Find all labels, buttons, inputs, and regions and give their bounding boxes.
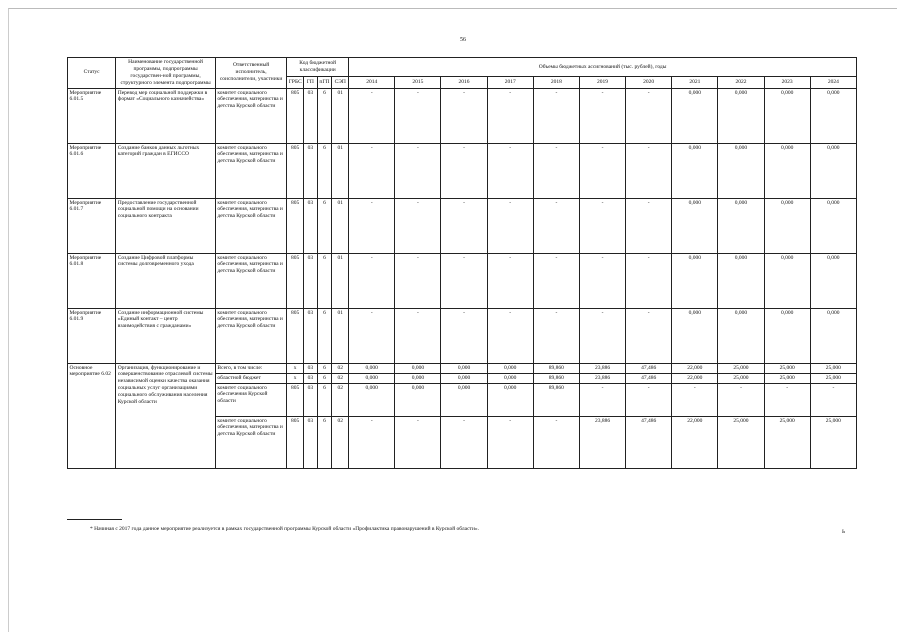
header-code-0: ГРБС bbox=[287, 77, 304, 88]
row-code: 01 bbox=[332, 253, 349, 308]
event-602-value: - bbox=[487, 416, 533, 468]
row-code: 03 bbox=[304, 143, 318, 198]
row-code: 01 bbox=[332, 198, 349, 253]
row-value: 0,000 bbox=[718, 253, 764, 308]
header-code-1: ГП bbox=[304, 77, 318, 88]
event-602-value: 25,000 bbox=[810, 363, 856, 373]
table-body bbox=[68, 88, 857, 468]
event-602-value: 0,000 bbox=[487, 373, 533, 383]
header-year-2021: 2021 bbox=[672, 77, 718, 88]
event-602-code: 805 bbox=[287, 416, 304, 468]
row-value: - bbox=[626, 198, 672, 253]
row-value: 0,000 bbox=[672, 143, 718, 198]
row-executor: комитет социального обеспечения, материнства и детства Курской области bbox=[215, 88, 286, 143]
row-code: 03 bbox=[304, 308, 318, 363]
header-year-2024: 2024 bbox=[810, 77, 856, 88]
event-602-value: 25,000 bbox=[764, 363, 810, 373]
event-602-value: - bbox=[718, 383, 764, 416]
header-code-2: пГП bbox=[317, 77, 332, 88]
row-code: 805 bbox=[287, 253, 304, 308]
header-code-group: Код бюджетной классификации bbox=[287, 58, 349, 77]
event-602-code: 02 bbox=[332, 363, 349, 373]
table-row bbox=[68, 143, 857, 198]
row-code: 805 bbox=[287, 198, 304, 253]
table-row bbox=[68, 198, 857, 253]
event-602-value: 22,000 bbox=[672, 363, 718, 373]
row-value: - bbox=[349, 308, 395, 363]
event-602-value: 0,000 bbox=[395, 383, 441, 416]
row-value: 0,000 bbox=[764, 198, 810, 253]
header-year-2015: 2015 bbox=[395, 77, 441, 88]
event-602-value: 89,860 bbox=[533, 373, 579, 383]
event-602-value: 25,000 bbox=[718, 373, 764, 383]
event-602-executor: Всего, в том числе: bbox=[215, 363, 286, 373]
event-602-value: 0,000 bbox=[441, 383, 487, 416]
event-602-value: 47,486 bbox=[626, 373, 672, 383]
row-value: - bbox=[395, 88, 441, 143]
row-value: 0,000 bbox=[672, 198, 718, 253]
row-value: - bbox=[441, 88, 487, 143]
row-code: 6 bbox=[317, 198, 332, 253]
row-value: - bbox=[487, 88, 533, 143]
event-602-executor: областной бюджет bbox=[215, 373, 286, 383]
row-value: 0,000 bbox=[810, 143, 856, 198]
event-602-status: Основное мероприятие 6.02 bbox=[68, 363, 116, 468]
event-602-value: 0,000 bbox=[395, 373, 441, 383]
row-value: - bbox=[349, 253, 395, 308]
event-602-value: 25,000 bbox=[764, 416, 810, 468]
row-value: 0,000 bbox=[764, 253, 810, 308]
event-602-value: 0,000 bbox=[395, 363, 441, 373]
row-value: - bbox=[441, 308, 487, 363]
row-code: 01 bbox=[332, 308, 349, 363]
row-executor: комитет социального обеспечения, материнства и детства Курской области bbox=[215, 143, 286, 198]
event-602-value: 25,000 bbox=[810, 416, 856, 468]
row-value: - bbox=[349, 198, 395, 253]
row-value: - bbox=[349, 88, 395, 143]
row-value: - bbox=[533, 143, 579, 198]
row-value: - bbox=[533, 308, 579, 363]
row-value: - bbox=[579, 253, 625, 308]
row-code: 03 bbox=[304, 253, 318, 308]
header-year-2017: 2017 bbox=[487, 77, 533, 88]
row-code: 03 bbox=[304, 198, 318, 253]
row-code: 805 bbox=[287, 88, 304, 143]
event-602-value: 22,000 bbox=[672, 416, 718, 468]
row-value: - bbox=[533, 253, 579, 308]
row-status: Мероприятие 6.01.9 bbox=[68, 308, 116, 363]
header-status: Статус bbox=[68, 58, 116, 89]
event-602-value: 89,860 bbox=[533, 363, 579, 373]
event-602-value: 47,486 bbox=[626, 416, 672, 468]
event-602-code: 6 bbox=[317, 383, 332, 416]
row-value: - bbox=[441, 143, 487, 198]
row-value: - bbox=[487, 198, 533, 253]
event-602-value: 22,000 bbox=[672, 373, 718, 383]
row-name: Создание Цифровой платформы системы долговременного ухода bbox=[116, 253, 216, 308]
event-602-code: 03 bbox=[304, 383, 318, 416]
row-value: - bbox=[533, 198, 579, 253]
event-602-code: 02 bbox=[332, 383, 349, 416]
row-value: - bbox=[395, 308, 441, 363]
budget-table bbox=[67, 57, 857, 469]
event-602-code: х bbox=[287, 373, 304, 383]
event-602-value: 0,000 bbox=[349, 373, 395, 383]
row-value: - bbox=[395, 198, 441, 253]
row-name: Предоставление государственной социальной помощи на основании социального контракта bbox=[116, 198, 216, 253]
row-value: - bbox=[626, 143, 672, 198]
row-code: 805 bbox=[287, 308, 304, 363]
row-code: 03 bbox=[304, 88, 318, 143]
event-602-executor: комитет социального обеспечения Курской области bbox=[215, 383, 286, 416]
header-year-2019: 2019 bbox=[579, 77, 625, 88]
row-value: 0,000 bbox=[718, 308, 764, 363]
row-value: - bbox=[626, 88, 672, 143]
row-status: Мероприятие 6.01.7 bbox=[68, 198, 116, 253]
event-602-value: 0,000 bbox=[441, 363, 487, 373]
event-602-value: 0,000 bbox=[349, 383, 395, 416]
event-602-code: 03 bbox=[304, 373, 318, 383]
header-volumes-group: Объемы бюджетных ассигнований (тыс. рублей), годы bbox=[349, 58, 857, 77]
event-602-value: 0,000 bbox=[349, 363, 395, 373]
event-602-value: - bbox=[579, 383, 625, 416]
header-name: Наименование государственной программы, подпрограммы государствен-ной программы, структурного элемента подпрограммы bbox=[116, 58, 216, 89]
event-602-value: - bbox=[349, 416, 395, 468]
event-602-code: 805 bbox=[287, 383, 304, 416]
row-value: - bbox=[626, 253, 672, 308]
event-602-code: 6 bbox=[317, 416, 332, 468]
event-602-value: 25,000 bbox=[810, 373, 856, 383]
table-row bbox=[68, 308, 857, 363]
row-value: 0,000 bbox=[718, 143, 764, 198]
event-602-value: - bbox=[533, 416, 579, 468]
row-value: 0,000 bbox=[672, 308, 718, 363]
event-602-value: 23,886 bbox=[579, 373, 625, 383]
row-executor: комитет социального обеспечения, материнства и детства Курской области bbox=[215, 308, 286, 363]
row-value: - bbox=[579, 198, 625, 253]
header-year-2018: 2018 bbox=[533, 77, 579, 88]
event-602-value: - bbox=[395, 416, 441, 468]
row-value: - bbox=[349, 143, 395, 198]
event-602-value: - bbox=[441, 416, 487, 468]
header-row-1 bbox=[68, 58, 857, 77]
table-row bbox=[68, 363, 857, 373]
event-602-value: - bbox=[626, 383, 672, 416]
header-year-2014: 2014 bbox=[349, 77, 395, 88]
event-602-value: 89,860 bbox=[533, 383, 579, 416]
row-value: 0,000 bbox=[764, 88, 810, 143]
row-value: - bbox=[579, 143, 625, 198]
event-602-value: 25,000 bbox=[718, 363, 764, 373]
row-value: - bbox=[626, 308, 672, 363]
event-602-code: х bbox=[287, 363, 304, 373]
row-value: 0,000 bbox=[672, 253, 718, 308]
row-value: 0,000 bbox=[764, 143, 810, 198]
row-code: 01 bbox=[332, 88, 349, 143]
footnote-rule bbox=[67, 519, 122, 520]
row-value: - bbox=[533, 88, 579, 143]
row-value: - bbox=[395, 143, 441, 198]
row-executor: комитет социального обеспечения, материнства и детства Курской области bbox=[215, 198, 286, 253]
row-value: - bbox=[441, 198, 487, 253]
event-602-value: 0,000 bbox=[487, 383, 533, 416]
row-value: - bbox=[395, 253, 441, 308]
row-value: 0,000 bbox=[810, 308, 856, 363]
row-status: Мероприятие 6.01.8 bbox=[68, 253, 116, 308]
row-code: 6 bbox=[317, 88, 332, 143]
row-code: 6 bbox=[317, 308, 332, 363]
header-year-2022: 2022 bbox=[718, 77, 764, 88]
header-year-2020: 2020 bbox=[626, 77, 672, 88]
row-value: 0,000 bbox=[764, 308, 810, 363]
row-code: 805 bbox=[287, 143, 304, 198]
row-code: 6 bbox=[317, 253, 332, 308]
event-602-value: 23,886 bbox=[579, 416, 625, 468]
header-year-2023: 2023 bbox=[764, 77, 810, 88]
event-602-value: - bbox=[810, 383, 856, 416]
event-602-value: 0,000 bbox=[441, 373, 487, 383]
event-602-value: 25,000 bbox=[718, 416, 764, 468]
row-value: - bbox=[579, 88, 625, 143]
row-code: 01 bbox=[332, 143, 349, 198]
event-602-value: - bbox=[764, 383, 810, 416]
table-row bbox=[68, 88, 857, 143]
table-row bbox=[68, 253, 857, 308]
row-name: Перевод мер социальной поддержки в формат «Социального казначейства» bbox=[116, 88, 216, 143]
event-602-code: 02 bbox=[332, 373, 349, 383]
row-value: - bbox=[487, 143, 533, 198]
event-602-code: 6 bbox=[317, 363, 332, 373]
page-number: 56 bbox=[460, 37, 466, 43]
event-602-code: 03 bbox=[304, 416, 318, 468]
row-value: - bbox=[441, 253, 487, 308]
event-602-code: 03 bbox=[304, 363, 318, 373]
row-value: 0,000 bbox=[810, 253, 856, 308]
row-status: Мероприятие 6.01.5 bbox=[68, 88, 116, 143]
event-602-value: 0,000 bbox=[487, 363, 533, 373]
footnote: * Начиная с 2017 года данное мероприятие реализуется в рамках государственной программы Курской области «Профилактика правонарушений в Курской области». bbox=[90, 526, 480, 532]
header-executor: Ответственный исполнитель, соисполнители, участники bbox=[215, 58, 286, 89]
row-name: Создание информационной системы «Единый контакт – центр взаимодействия с гражданами» bbox=[116, 308, 216, 363]
row-value: - bbox=[487, 308, 533, 363]
event-602-code: 02 bbox=[332, 416, 349, 468]
row-value: 0,000 bbox=[718, 198, 764, 253]
event-602-value: 47,486 bbox=[626, 363, 672, 373]
row-value: - bbox=[579, 308, 625, 363]
corner-mark: Ь bbox=[842, 529, 846, 535]
row-value: 0,000 bbox=[810, 198, 856, 253]
row-name: Создание банков данных льготных категорий граждан в ЕГИССО bbox=[116, 143, 216, 198]
event-602-code: 6 bbox=[317, 373, 332, 383]
event-602-value: 25,000 bbox=[764, 373, 810, 383]
header-year-2016: 2016 bbox=[441, 77, 487, 88]
row-value: 0,000 bbox=[810, 88, 856, 143]
event-602-value: - bbox=[672, 383, 718, 416]
event-602-name: Организация, функционирование и совершенствование отраслевой системы независимой оценки качества оказания социальных услуг организациями социального обслуживания населения Курской области bbox=[116, 363, 216, 468]
header-code-3: СЭП bbox=[332, 77, 349, 88]
row-value: 0,000 bbox=[672, 88, 718, 143]
row-value: 0,000 bbox=[718, 88, 764, 143]
row-status: Мероприятие 6.01.6 bbox=[68, 143, 116, 198]
row-code: 6 bbox=[317, 143, 332, 198]
event-602-executor: комитет социального обеспечения, материнства и детства Курской области bbox=[215, 416, 286, 468]
row-value: - bbox=[487, 253, 533, 308]
event-602-value: 23,886 bbox=[579, 363, 625, 373]
row-executor: комитет социального обеспечения, материнства и детства Курской области bbox=[215, 253, 286, 308]
